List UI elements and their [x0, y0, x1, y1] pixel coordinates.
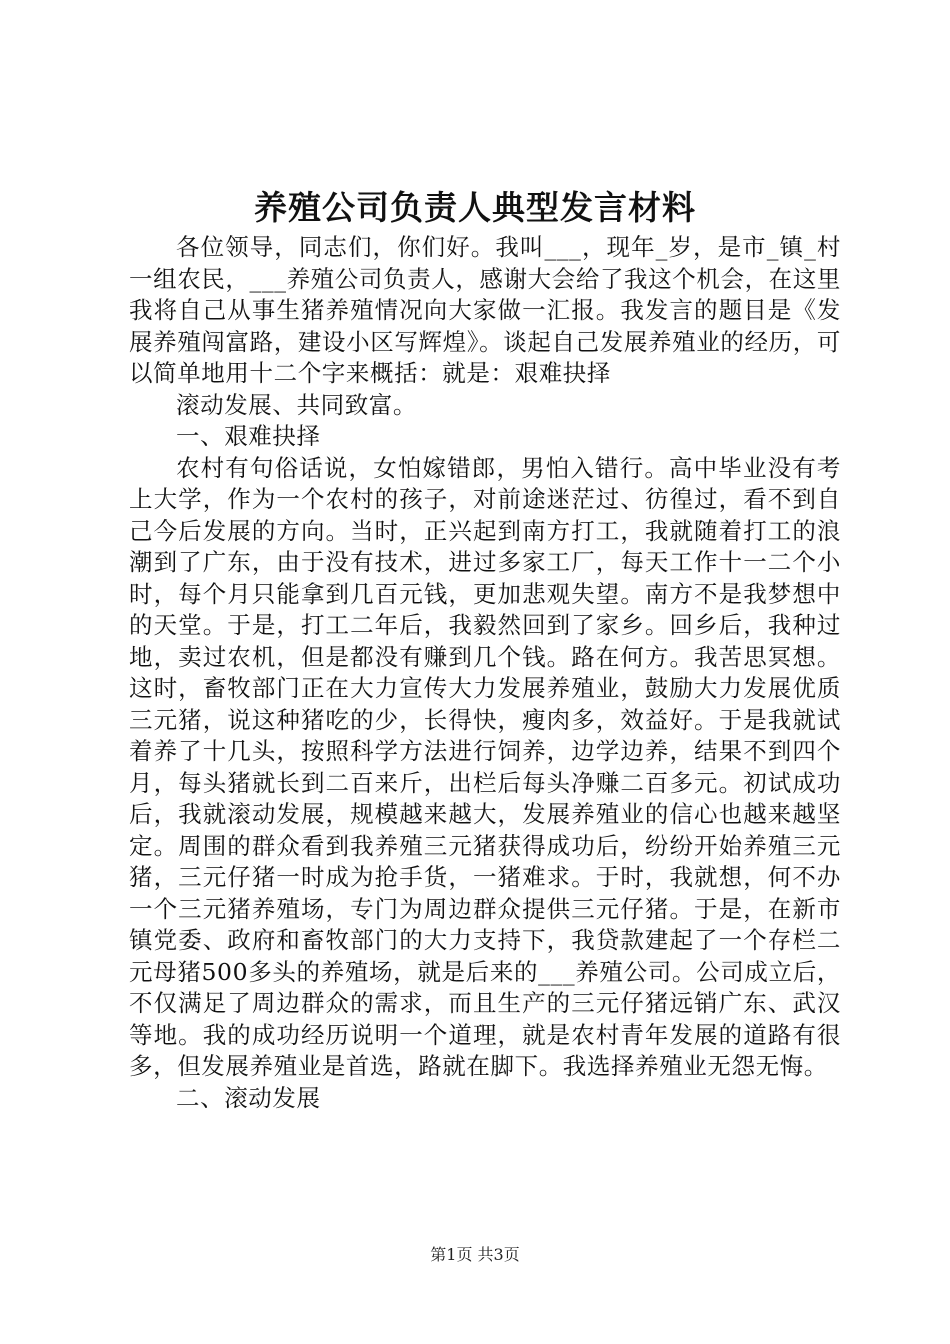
section-1-paragraph: 农村有句俗话说，女怕嫁错郎，男怕入错行。高中毕业没有考上大学，作为一个农村的孩子，对前途迷茫过、彷徨过，看不到自己今后发展的方向。当时，正兴起到南方打工，我就随着打工的浪潮到了广东，由于没有技术，进过多家工厂，每天工作十一二个小时，每个月只能拿到几百元钱，更加悲观失望。南方不是我梦想中的天堂。于是，打工二年后，我毅然回到了家乡。回乡后，我种过地，卖过农机，但是都没有赚到几个钱。路在何方。我苦思冥想。这时，畜牧部门正在大力宣传大力发展养殖业，鼓励大力发展优质三元猪，说这种猪吃的少，长得快，瘦肉多，效益好。于是我就试着养了十几头，按照科学方法进行饲养，边学边养，结果不到四个月，每头猪就长到二百来斤，出栏后每头净赚二百多元。初试成功后，我就滚动发展，规模越来越大，发展养殖业的信心也越来越坚定。周围的群众看到我养殖三元猪获得成功后，纷纷开始养殖三元猪，三元仔猪一时成为抢手货，一猪难求。于时，我就想，何不办一个三元猪养殖场，专门为周边群众提供三元仔猪。于是，在新市镇党委、政府和畜牧部门的大力支持下，我贷款建起了一个存栏二元母猪500多头的养殖场，就是后来的___养殖公司。公司成立后，不仅满足了周边群众的需求，而且生产的三元仔猪远销广东、武汉等地。我的成功经历说明一个道理，就是农村青年发展的道路有很多，但发展养殖业是首选，路就在脚下。我选择养殖业无怨无悔。 [129, 453, 841, 1080]
document-title: 养殖公司负责人典型发言材料 [254, 188, 696, 227]
section-heading-1: 一、艰难抉择 [176, 422, 321, 450]
section-heading-2: 二、滚动发展 [176, 1083, 321, 1112]
intro-continuation: 滚动发展、共同致富。 [176, 390, 417, 419]
intro-paragraph: 各位领导，同志们，你们好。我叫___，现年_岁，是市_镇_村一组农民，___养殖公司负责人，感谢大会给了我这个机会，在这里我将自己从事生猪养殖情况向大家做一汇报。我发言的题目是《发展养殖闯富路，建设小区写辉煌》。谈起自己发展养殖业的经历，可以简单地用十二个字来概括：就是：艰难抉择 [129, 233, 841, 387]
document-body [129, 232, 841, 1114]
page-footer: 第1页 共3页 [430, 1245, 520, 1264]
